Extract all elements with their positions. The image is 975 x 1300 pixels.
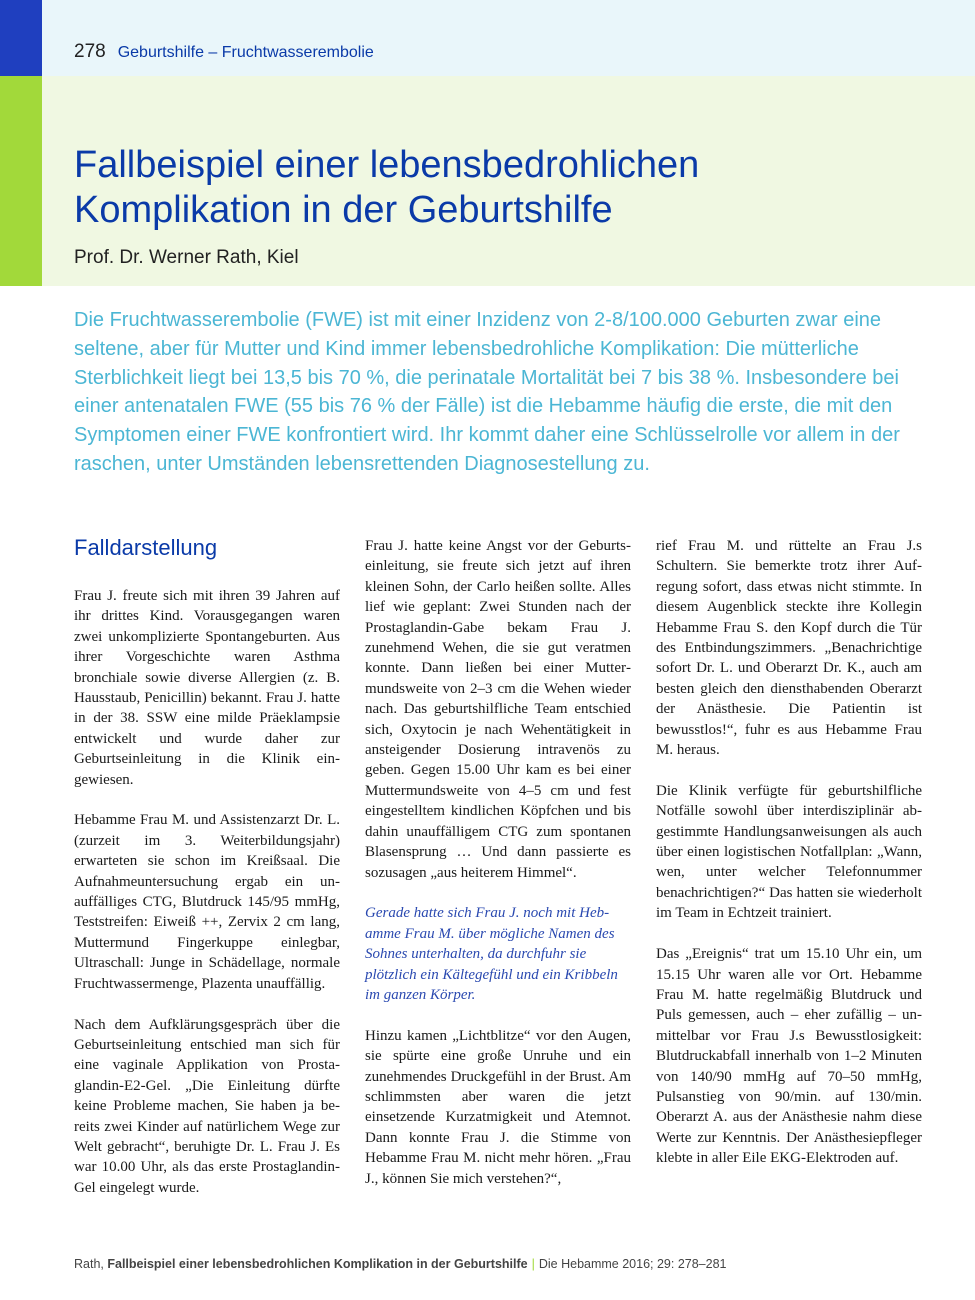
- text-column-3: [656, 536, 922, 1189]
- footer-author: Rath,: [74, 1257, 104, 1271]
- running-header: [74, 40, 374, 64]
- section-heading: Falldarstellung: [74, 535, 218, 560]
- footer-article-title: Fallbeispiel einer lebensbedrohlichen Komplikation in der Geburtshilfe: [107, 1257, 528, 1271]
- highlight-quote: Gerade hatte sich Frau J. noch mit Hebamme Frau M. über mögliche Namen des Sohnes unterhalten, da durchfuhr sie plötzlich ein Kältegefühl und ein Kribbeln im ganzen Körper.: [365, 905, 618, 1003]
- lead-paragraph: Die Fruchtwasserembolie (FWE) ist mit einer Inzidenz von 2-8/100.000 Geburten zwar eine seltene, aber für Mutter und Kind immer lebensbedrohliche Komplikation: Die mütterliche Sterblichkeit liegt bei 13,5 bis 70 %, die perinatale Mortalität bei 7 bis 38 %. Insbesondere bei einer antenatalen FWE (55 bis 76 % der Fälle) ist die Hebamme häufig die erste, die mit den Symptomen einer FWE konfrontiert wird. Ihr kommt daher eine Schlüsselrolle vor allem in der raschen, unter Umständen lebensrettenden Diagnosestellung zu.: [74, 309, 900, 475]
- running-head-title: Geburtshilfe – Fruchtwasserembolie: [117, 44, 374, 61]
- article-title-line-2: Komplikation in der Geburtshilfe: [74, 189, 613, 231]
- footer-separator: |: [531, 1257, 535, 1271]
- article-title-line-1: Fallbeispiel einer lebensbedrohlichen: [74, 144, 700, 186]
- body-paragraph: Hinzu kamen „Lichtblitze“ vor den Augen, sie spürte eine große Unruhe und ein zunehmendes Druckgefühl in der Brust. Am schlimmsten aber waren die jetzt einsetzende Kurzatmigkeit und Atemnot. Dann konnte Frau J. die Stimme von Hebamme Frau M. nicht mehr hören. „Frau J., können Sie mich verstehen?“,: [365, 1027, 631, 1187]
- text-column-1: [74, 536, 340, 1219]
- body-paragraph: Das „Ereignis“ trat um 15.10 Uhr ein, um 15.15 Uhr waren alle vor Ort. Hebamme Frau M. hatte regelmäßig Blutdruck und Puls gemessen, auch – eher zufällig – unmittelbar vor Frau J.s Bewusstlosigkeit: Blutdruckabfall innerhalb von 1–2 Minuten von 140/90 mmHg auf 70–50 mmHg, Pulsanstieg von 90/min. auf 130/min. Oberarzt A. aus der Anästhesie nahm diese Werte zur Kenntnis. Der Anästhesiepfleger klebte in aller Eile EKG-Elektroden auf.: [656, 946, 922, 1167]
- article-title: [74, 143, 934, 233]
- footer-citation: Die Hebamme 2016; 29: 278–281: [538, 1257, 727, 1271]
- body-paragraph: Die Klinik verfügte für geburtshilfliche Notfälle sowohl über interdisziplinär abgestimmte Handlungsanweisungen als auch über einen logistischen Notfallplan: „Wann, wen, unter welcher Telefonnummer benachrichtigen?“ Das hatten sie wiederholt im Team in Echtzeit trainiert.: [656, 782, 922, 922]
- text-column-2: [365, 536, 631, 1209]
- body-paragraph: Hebamme Frau M. und Assistenzarzt Dr. L. (zurzeit im 3. Weiterbildungsjahr) erwarteten sie schon im Kreißsaal. Die Aufnahmeuntersuchung ergab ein unauffälliges CTG, Blutdruck 145/95 mmHg, Teststreifen: Eiweiß ++, Zervix 2 cm lang, Muttermund Fingerkuppe einlegbar, Ultraschall: Junge in Schädellage, normale Fruchtwassermenge, Plazenta unauffällig.: [74, 812, 340, 992]
- body-paragraph: rief Frau M. und rüttelte an Frau J.s Schultern. Sie bemerkte trotz ihrer Aufregung sofort, dass etwas nicht stimmte. In diesem Augenblick steckte ihre Kollegin Hebamme Frau S. den Kopf durch die Tür des Entbindungszimmers. „Benachrichtige sofort Dr. L. und Oberarzt Dr. K., auch am besten gleich den diensthabenden Oberarzt der Anästhesie. Die Patientin ist bewusstlos!“, fuhr es aus Hebamme Frau M. heraus.: [656, 538, 922, 759]
- article-author: Prof. Dr. Werner Rath, Kiel: [74, 247, 299, 268]
- accent-bar-blue: [0, 0, 42, 76]
- page-number: 278: [74, 41, 106, 62]
- body-paragraph: Frau J. freute sich mit ihren 39 Jahren auf ihr drittes Kind. Vorausgegangen waren zwei unkomplizierte Spontangeburten. Aus ihrer Vorgeschichte waren Asthma bronchiale sowie diverse Allergien (z. B. Hausstaub, Penicillin) bekannt. Frau J. hatte in der 38. SSW eine milde Präeklampsie entwickelt und wurde daher zur Geburtseinleitung in die Klinik eingewiesen.: [74, 588, 340, 788]
- body-paragraph: Frau J. hatte keine Angst vor der Geburtseinleitung, sie freute sich jetzt auf ihren kleinen Sohn, der Carlo heißen sollte. Alles lief wie geplant: Zwei Stunden nach der Prostaglandin-Gabe bekam Frau J. zunehmend Wehen, die sie gut veratmen konnte. Dann ließen bei einer Muttermundsweite von 2–3 cm die Wehen wieder nach. Das geburtshilfliche Team entschied sich, Oxytocin je nach Wehentätigkeit in ansteigender Dosierung intravenös zu geben. Gegen 15.00 Uhr kam es bei einer Muttermundsweite von 4–5 cm und fest eingestelltem kindlichen Köpfchen und bis dahin unauffälligem CTG zum spontanen Blasensprung … Und dann passierte es sozusagen „aus heiterem Himmel“.: [365, 538, 631, 881]
- accent-bar-green: [0, 76, 42, 286]
- body-paragraph: Nach dem Aufklärungsgespräch über die Geburtseinleitung entschied man sich für eine vaginale Applikation von Prostaglandin-E2-Gel. „Die Einleitung dürfte keine Probleme machen, Sie haben ja bereits zwei Kinder auf natürlichem Wege zur Welt gebracht“, beruhigte Dr. L. Frau J. Es war 10.00 Uhr, als das erste Prostaglandin-Gel eingelegt wurde.: [74, 1016, 340, 1196]
- page-footer: [74, 1257, 727, 1271]
